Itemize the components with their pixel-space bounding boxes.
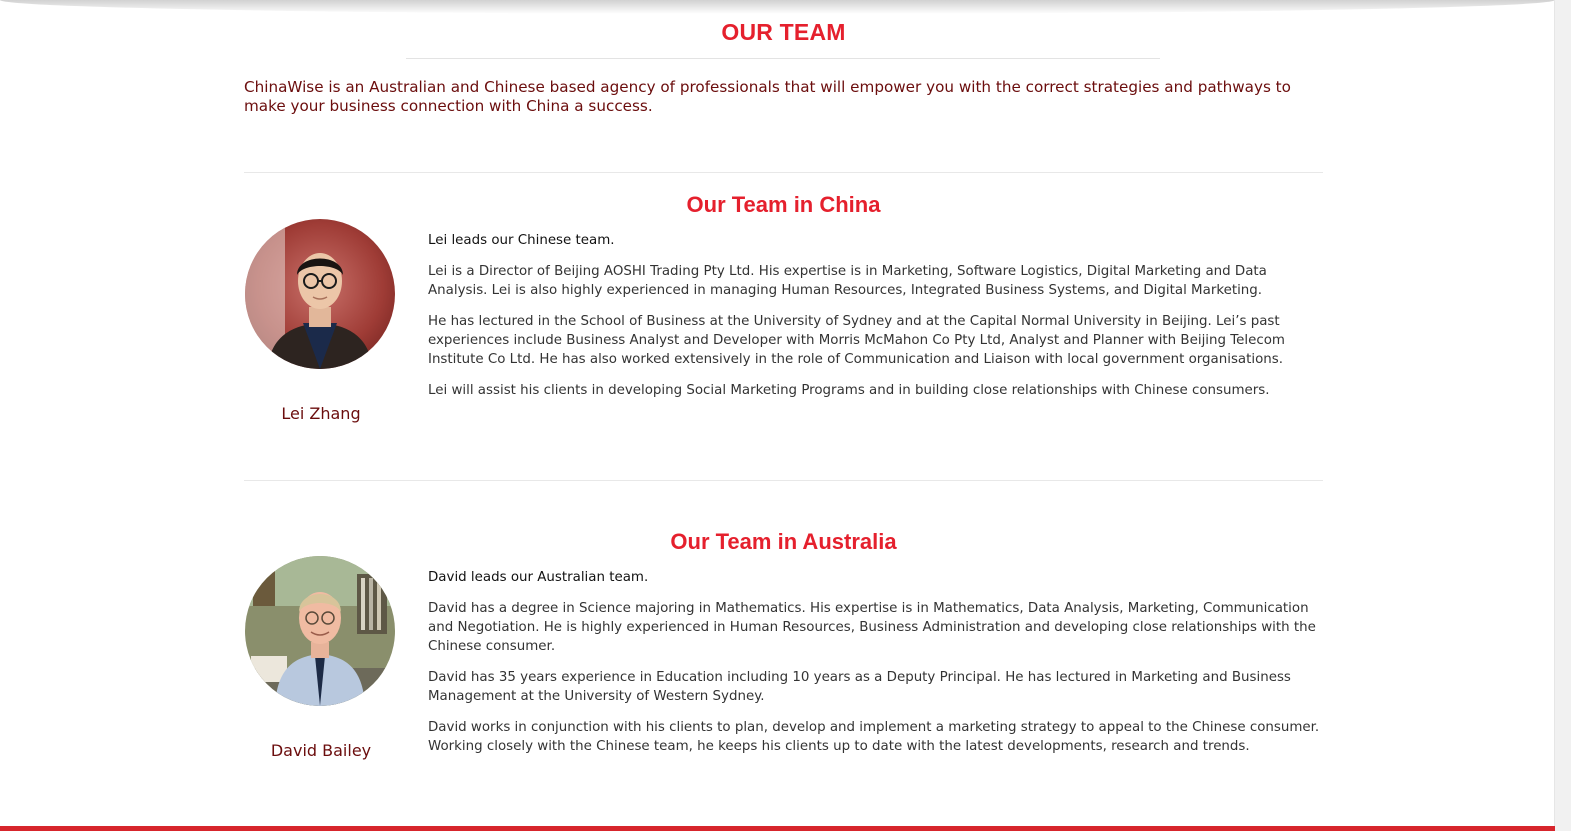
- david-bailey-name: David Bailey: [270, 741, 372, 760]
- section-divider: [244, 172, 1323, 173]
- lei-bio-paragraph: Lei will assist his clients in developing Social Marketing Programs and in building close relationships with Chinese consumers.: [428, 383, 1270, 398]
- david-bio-paragraph: David has 35 years experience in Education including 10 years as a Deputy Principal. He has lectured in Marketing and Business Management at the University of Western Sydney.: [428, 670, 1291, 704]
- lei-zhang-name: Lei Zhang: [281, 404, 361, 423]
- david-bio-paragraph: David has a degree in Science majoring in Mathematics. His expertise is in Mathematics, Data Analysis, Marketing, Communication and Negotiation. He is highly experienced in Human Resources, Business Administration and developing close relationships with the Chinese consumer.: [428, 601, 1316, 654]
- david-bailey-photo: [245, 556, 395, 706]
- lei-zhang-photo: [245, 219, 395, 369]
- vertical-scrollbar[interactable]: [1554, 0, 1571, 831]
- david-bailey-bio: [428, 568, 1324, 768]
- intro-text: ChinaWise is an Australian and Chinese based agency of professionals that will empower you with the correct strategies and pathways to make your business connection with China a success.: [244, 78, 1291, 115]
- lei-lead-text: Lei leads our Chinese team.: [428, 233, 615, 248]
- footer-accent-bar: [0, 826, 1555, 831]
- david-bio-paragraph: David works in conjunction with his clients to plan, develop and implement a marketing strategy to appeal to the Chinese consumer. Working closely with the Chinese team, he keeps his clients up to date with the latest developments, research and trends.: [428, 720, 1320, 754]
- page-title: OUR TEAM: [721, 19, 846, 45]
- title-divider: [406, 58, 1160, 59]
- china-section-title: Our Team in China: [686, 192, 881, 217]
- header-shadow: [0, 0, 1555, 14]
- lei-bio-paragraph: He has lectured in the School of Business at the University of Sydney and at the Capital Normal University in Beijing. Lei’s past experiences include Business Analyst and Developer with Morris McMahon Co Pty Ltd, Analyst and Planner with Beijing Telecom Institute Co Ltd. He has also worked extensively in the role of Communication and Liaison with local government organisations.: [428, 314, 1285, 367]
- australia-section-title: Our Team in Australia: [670, 529, 897, 554]
- lei-bio-paragraph: Lei is a Director of Beijing AOSHI Trading Pty Ltd. His expertise is in Marketing, Software Logistics, Digital Marketing and Data Analysis. Lei is also highly experienced in managing Human Resources, Integrated Business Systems, and Digital Marketing.: [428, 264, 1267, 298]
- section-divider: [244, 480, 1323, 481]
- lei-zhang-bio: [428, 231, 1324, 412]
- david-lead-text: David leads our Australian team.: [428, 570, 649, 585]
